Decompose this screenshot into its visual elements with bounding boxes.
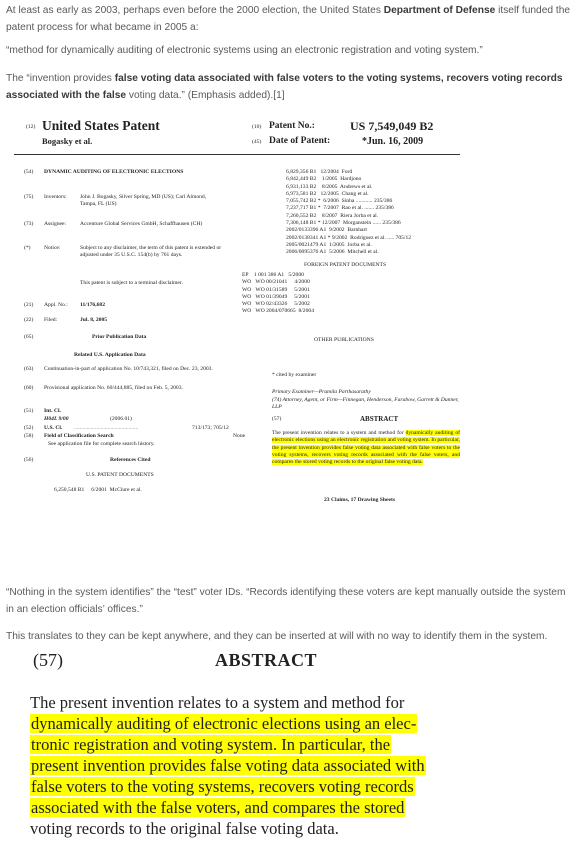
abstract-small: [272, 430, 460, 466]
foreign-item: WO WO 00/21041 4/2000: [242, 279, 310, 286]
inventors-label: Inventors:: [44, 194, 67, 200]
patent-no-label: Patent No.:: [269, 121, 315, 131]
foreign-item: WO WO 01/31589 5/2001: [242, 286, 310, 293]
code-58: (58): [24, 433, 34, 439]
code-51: (51): [24, 408, 34, 414]
abstract-plain: The present invention relates to a system and method for: [272, 430, 406, 436]
field-search-value: None: [233, 433, 246, 439]
uscl-label: U.S. Cl.: [44, 425, 63, 431]
patent-date: *Jun. 16, 2009: [362, 136, 424, 147]
abstract-code: (57): [33, 650, 63, 670]
code-21: (21): [24, 302, 34, 308]
code-75: (75): [24, 194, 34, 200]
abstract-body: [30, 692, 500, 839]
date-label: Date of Patent:: [269, 136, 331, 146]
code-10: (10): [252, 124, 262, 130]
intro-bold: false voting data associated with false voters to the voting systems, recovers voting records associated with the false: [6, 73, 563, 101]
intro-text: The “invention provides: [6, 73, 115, 84]
appl-label: Appl. No.:: [44, 302, 68, 308]
reference-item: 2006/0095376 A1 5/2006 Mitchell et al.: [286, 249, 379, 256]
reference-item: 2002/0133396 A1 9/2002 Barnhart: [286, 227, 367, 234]
code-notice: (*): [24, 245, 31, 251]
reference-item: 6,829,356 B1 12/2004 Ford: [286, 169, 353, 175]
reference-item: 7,055,742 B2 * 6/2006 Sinha ............ 235/386: [286, 198, 393, 205]
related-title: Related U.S. Application Data: [74, 352, 146, 358]
patent-title: DYNAMIC AUDITING OF ELECTRONIC ELECTIONS: [44, 169, 184, 175]
reference-item: 7,260,552 B2 8/2007 Riera Jorba et al.: [286, 212, 379, 219]
patent-scan: [14, 112, 460, 542]
abstract-line: [30, 797, 500, 818]
reference-item: 6,931,133 B2 8/2005 Andrews et al.: [286, 183, 373, 190]
cited-by-examiner: * cited by examiner: [272, 372, 317, 378]
abstract-line: [30, 755, 500, 776]
first-reference: 6,250,548 B1 6/2001 McClure et al.: [54, 487, 142, 493]
prior-publication: Prior Publication Data: [92, 334, 147, 340]
intro-paragraph-2: “method for dynamically auditing of electronic systems using an electronic registration and voting system.”: [6, 45, 483, 56]
claims-count: 23 Claims, 17 Drawing Sheets: [324, 497, 396, 503]
code-73: (73): [24, 221, 34, 227]
foreign-list: [242, 272, 460, 316]
abstract-line: [30, 692, 500, 713]
other-pubs: OTHER PUBLICATIONS: [314, 337, 374, 343]
code-63: (63): [24, 366, 34, 372]
provisional: Provisional application No. 60/444,885, filed on Feb. 5, 2003.: [44, 385, 183, 391]
abstract-line-text: dynamically auditing of electronic elections using an elec-: [31, 714, 417, 733]
notice-label: Notice:: [44, 245, 61, 251]
patent-type-title: United States Patent: [42, 118, 160, 133]
abstract-line-text: The present invention relates to a system and method for: [30, 693, 405, 712]
attorney: (74) Attorney, Agent, or Firm—Finnegan, Henderson, Farabow, Garrett & Dunner, LLP: [272, 397, 459, 411]
intro-text: itself funded the patent process for what became in 2005 a:: [6, 5, 571, 33]
intro-paragraph-4: “Nothing in the system identifies” the “test” voter IDs. “Records identifying these voters are kept manually outside the system in an election officials’ offices.”: [6, 587, 566, 615]
uscl-dots: ..............................................: [74, 425, 139, 431]
notice-text: Subject to any disclaimer, the term of this patent is extended or adjusted under 35 U.S.C. 154(b) by 761 days.: [80, 245, 222, 259]
foreign-title: FOREIGN PATENT DOCUMENTS: [304, 262, 387, 268]
reference-item: 6,973,581 B2 12/2005 Chang et al.: [286, 190, 369, 197]
foreign-item: WO WO 02/43326 5/2002: [242, 301, 310, 308]
field-search-label: Field of Classification Search: [44, 433, 114, 439]
intro-text: voting data.” (Emphasis added).[1]: [126, 90, 285, 101]
intcl-class: H04L 9/00: [44, 416, 69, 422]
abstract-line-text: associated with the false voters, and compares the stored: [31, 798, 405, 817]
inventor-short: Bogasky et al.: [42, 136, 93, 146]
reference-item: 7,237,717 B1 * 7/2007 Rao et al. ....... 235/386: [286, 205, 394, 212]
code-12: (12): [26, 124, 36, 130]
reference-item: 2002/0138341 A1 * 9/2002 Rodriguez et al. ..... 705/12: [286, 234, 412, 241]
code-56: (56): [24, 457, 34, 463]
inventors: John J. Bogasky, Silver Spring, MD (US); Carl Almond, Tampa, FL (US): [80, 194, 207, 208]
primary-examiner: Primary Examiner—Pramila Parthasarathy: [272, 389, 371, 395]
reference-item: 6,842,449 B2 1/2005 Hardjono: [286, 176, 362, 183]
search-history-note: See application file for complete search history.: [48, 441, 155, 447]
abstract-line-text: voting records to the original false voting data.: [30, 819, 339, 838]
code-54: (54): [24, 169, 34, 175]
filed-label: Filed:: [44, 317, 58, 323]
abstract-line: [30, 818, 500, 839]
abstract-line: [30, 776, 500, 797]
filed-date: Jul. 8, 2005: [80, 317, 108, 323]
abstract-heading: ABSTRACT: [215, 650, 318, 670]
appl-number: 11/176,682: [80, 302, 106, 308]
terminal-disclaimer: This patent is subject to a terminal disclaimer.: [80, 280, 183, 286]
abstract-title: ABSTRACT: [360, 415, 399, 423]
abstract-line-text: present invention provides false voting data associated with: [31, 756, 425, 775]
uscl-value: 713/173; 705/12: [192, 425, 229, 431]
assignee-label: Assignee:: [44, 221, 67, 227]
reference-item: 2005/0021479 A1 1/2005 Jorba et al.: [286, 241, 372, 248]
assignee: Accenture Global Services GmbH, Schaffhausen (CH): [80, 221, 203, 227]
intro-bold: Department of Defense: [383, 5, 496, 16]
abstract-line-text: tronic registration and voting system. In particular, the: [31, 735, 391, 754]
intro-paragraph-1: [6, 2, 572, 36]
abstract-line-text: false voters to the voting systems, recovers voting records: [31, 777, 414, 796]
references-cited: References Cited: [110, 457, 151, 463]
reference-list: [286, 169, 460, 257]
patent-number: US 7,549,049 B2: [350, 119, 434, 133]
abstract-highlight: dynamically auditing of electronic elections using an electronic registration and voting system. In particular, the present invention provides false voting data associated with false voters to the voting systems, recovers voting records associated with the false voters, and compares the stored voting records to the original false voting data.: [272, 430, 460, 466]
intro-text: At least as early as 2003, perhaps even before the 2000 election, the United States: [6, 5, 384, 16]
foreign-item: WO WO 2004/070665 8/2004: [242, 308, 314, 315]
code-52: (52): [24, 425, 34, 431]
intro-paragraph-5: This translates to they can be kept anywhere, and they can be inserted at will with no way to identify them in the system.: [6, 631, 548, 642]
code-57: (57): [272, 416, 282, 422]
continuation: Continuation-in-part of application No. 10/743,321, filed on Dec. 23, 2003.: [44, 366, 213, 372]
code-45: (45): [252, 139, 262, 145]
foreign-item: WO WO 01/39049 5/2001: [242, 293, 310, 300]
reference-item: 7,306,148 B1 * 12/2007 Morganstein ...... 235/386: [286, 220, 401, 227]
code-60: (60): [24, 385, 34, 391]
foreign-item: EP 1 001 386 A1 5/2000: [242, 272, 304, 278]
abstract-line: [30, 713, 500, 734]
intcl-year: (2006.01): [110, 416, 132, 422]
intcl-label: Int. Cl.: [44, 408, 61, 414]
code-65: (65): [24, 334, 34, 340]
us-patent-docs: U.S. PATENT DOCUMENTS: [86, 472, 154, 478]
abstract-line: [30, 734, 500, 755]
code-22: (22): [24, 317, 34, 323]
intro-paragraph-3: [6, 70, 572, 104]
header-rule: [14, 154, 460, 155]
